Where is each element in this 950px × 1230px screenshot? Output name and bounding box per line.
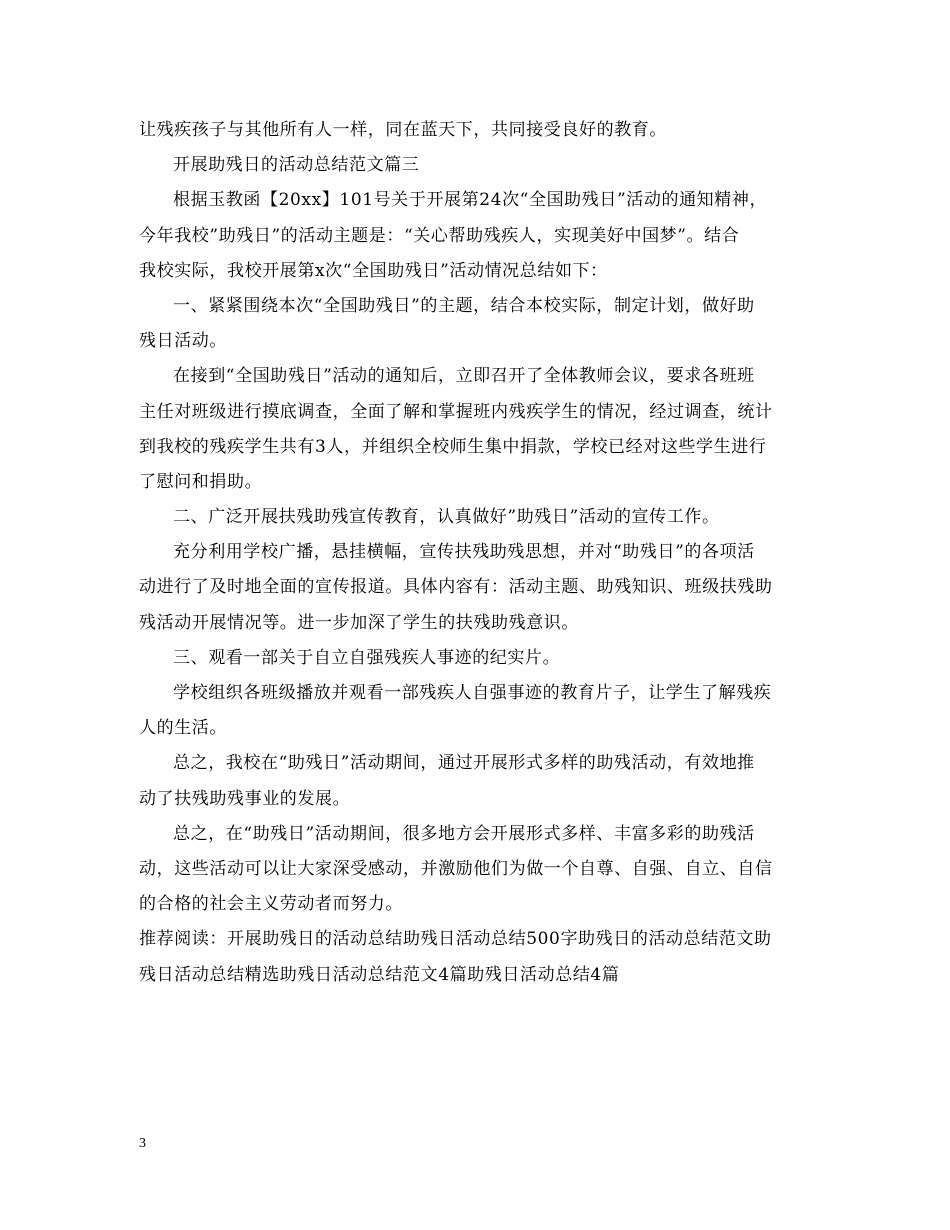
text-line: 一、紧紧围绕本次“全国助残日”的主题，结合本校实际，制定计划，做好助	[173, 295, 755, 316]
text-line: 动进行了及时地全面的宣传报道。具体内容有：活动主题、助残知识、班级扶残助	[139, 577, 773, 598]
text-line: 开展助残日的活动总结范文篇三	[173, 155, 420, 176]
text-line: 到我校的残疾学生共有3人，并组织全校师生集中捐款，学校已经对这些学生进行	[139, 436, 767, 457]
text-line: 总之，我校在“助残日”活动期间，通过开展形式多样的助残活动，有效地推	[173, 753, 755, 774]
text-line: 推荐阅读：开展助残日的活动总结助残日活动总结500字助残日的活动总结范文助	[139, 929, 772, 950]
text-line: 三、观看一部关于自立自强残疾人事迹的纪实片。	[173, 647, 561, 668]
text-line: 让残疾孩子与其他所有人一样，同在蓝天下，共同接受良好的教育。	[139, 120, 667, 140]
text-line: 的合格的社会主义劳动者而努力。	[139, 894, 403, 915]
text-line: 我校实际，我校开展第x次“全国助残日”活动情况总结如下：	[139, 260, 608, 281]
text-line: 学校组织各班级播放并观看一部残疾人自强事迹的教育片子，让学生了解残疾	[173, 683, 772, 703]
text-line: 残活动开展情况等。进一步加深了学生的扶残助残意识。	[139, 612, 579, 633]
text-line: 今年我校”助残日”的活动主题是：“关心帮助残疾人，实现美好中国梦”。结合	[139, 225, 740, 246]
text-line: 动了扶残助残事业的发展。	[139, 788, 351, 809]
text-line: 二、广泛开展扶残助残宣传教育，认真做好”助残日”活动的宣传工作。	[173, 507, 720, 528]
text-line: 在接到“全国助残日”活动的通知后，立即召开了全体教师会议，要求各班班	[173, 366, 755, 387]
text-line: 人的生活。	[139, 718, 227, 739]
text-line: 总之，在“助残日”活动期间，很多地方会开展形式多样、丰富多彩的助残活	[173, 823, 755, 844]
text-line: 动，这些活动可以让大家深受感动，并激励他们为做一个自尊、自强、自立、自信	[139, 858, 773, 879]
page-number: 3	[139, 1136, 146, 1151]
text-line: 残日活动总结精选助残日活动总结范文4篇助残日活动总结4篇	[139, 964, 620, 985]
text-line: 了慰问和捐助。	[139, 471, 263, 492]
document-body	[139, 113, 815, 993]
text-line: 残日活动。	[139, 331, 227, 352]
text-line: 充分利用学校广播，悬挂横幅，宣传扶残助残思想，并对“助残日”的各项活	[173, 542, 755, 563]
text-line: 根据玉教函【20xx】101号关于开展第24次“全国助残日”活动的通知精神，	[173, 190, 768, 211]
text-line: 主任对班级进行摸底调查，全面了解和掌握班内残疾学生的情况，经过调查，统计	[139, 401, 773, 422]
